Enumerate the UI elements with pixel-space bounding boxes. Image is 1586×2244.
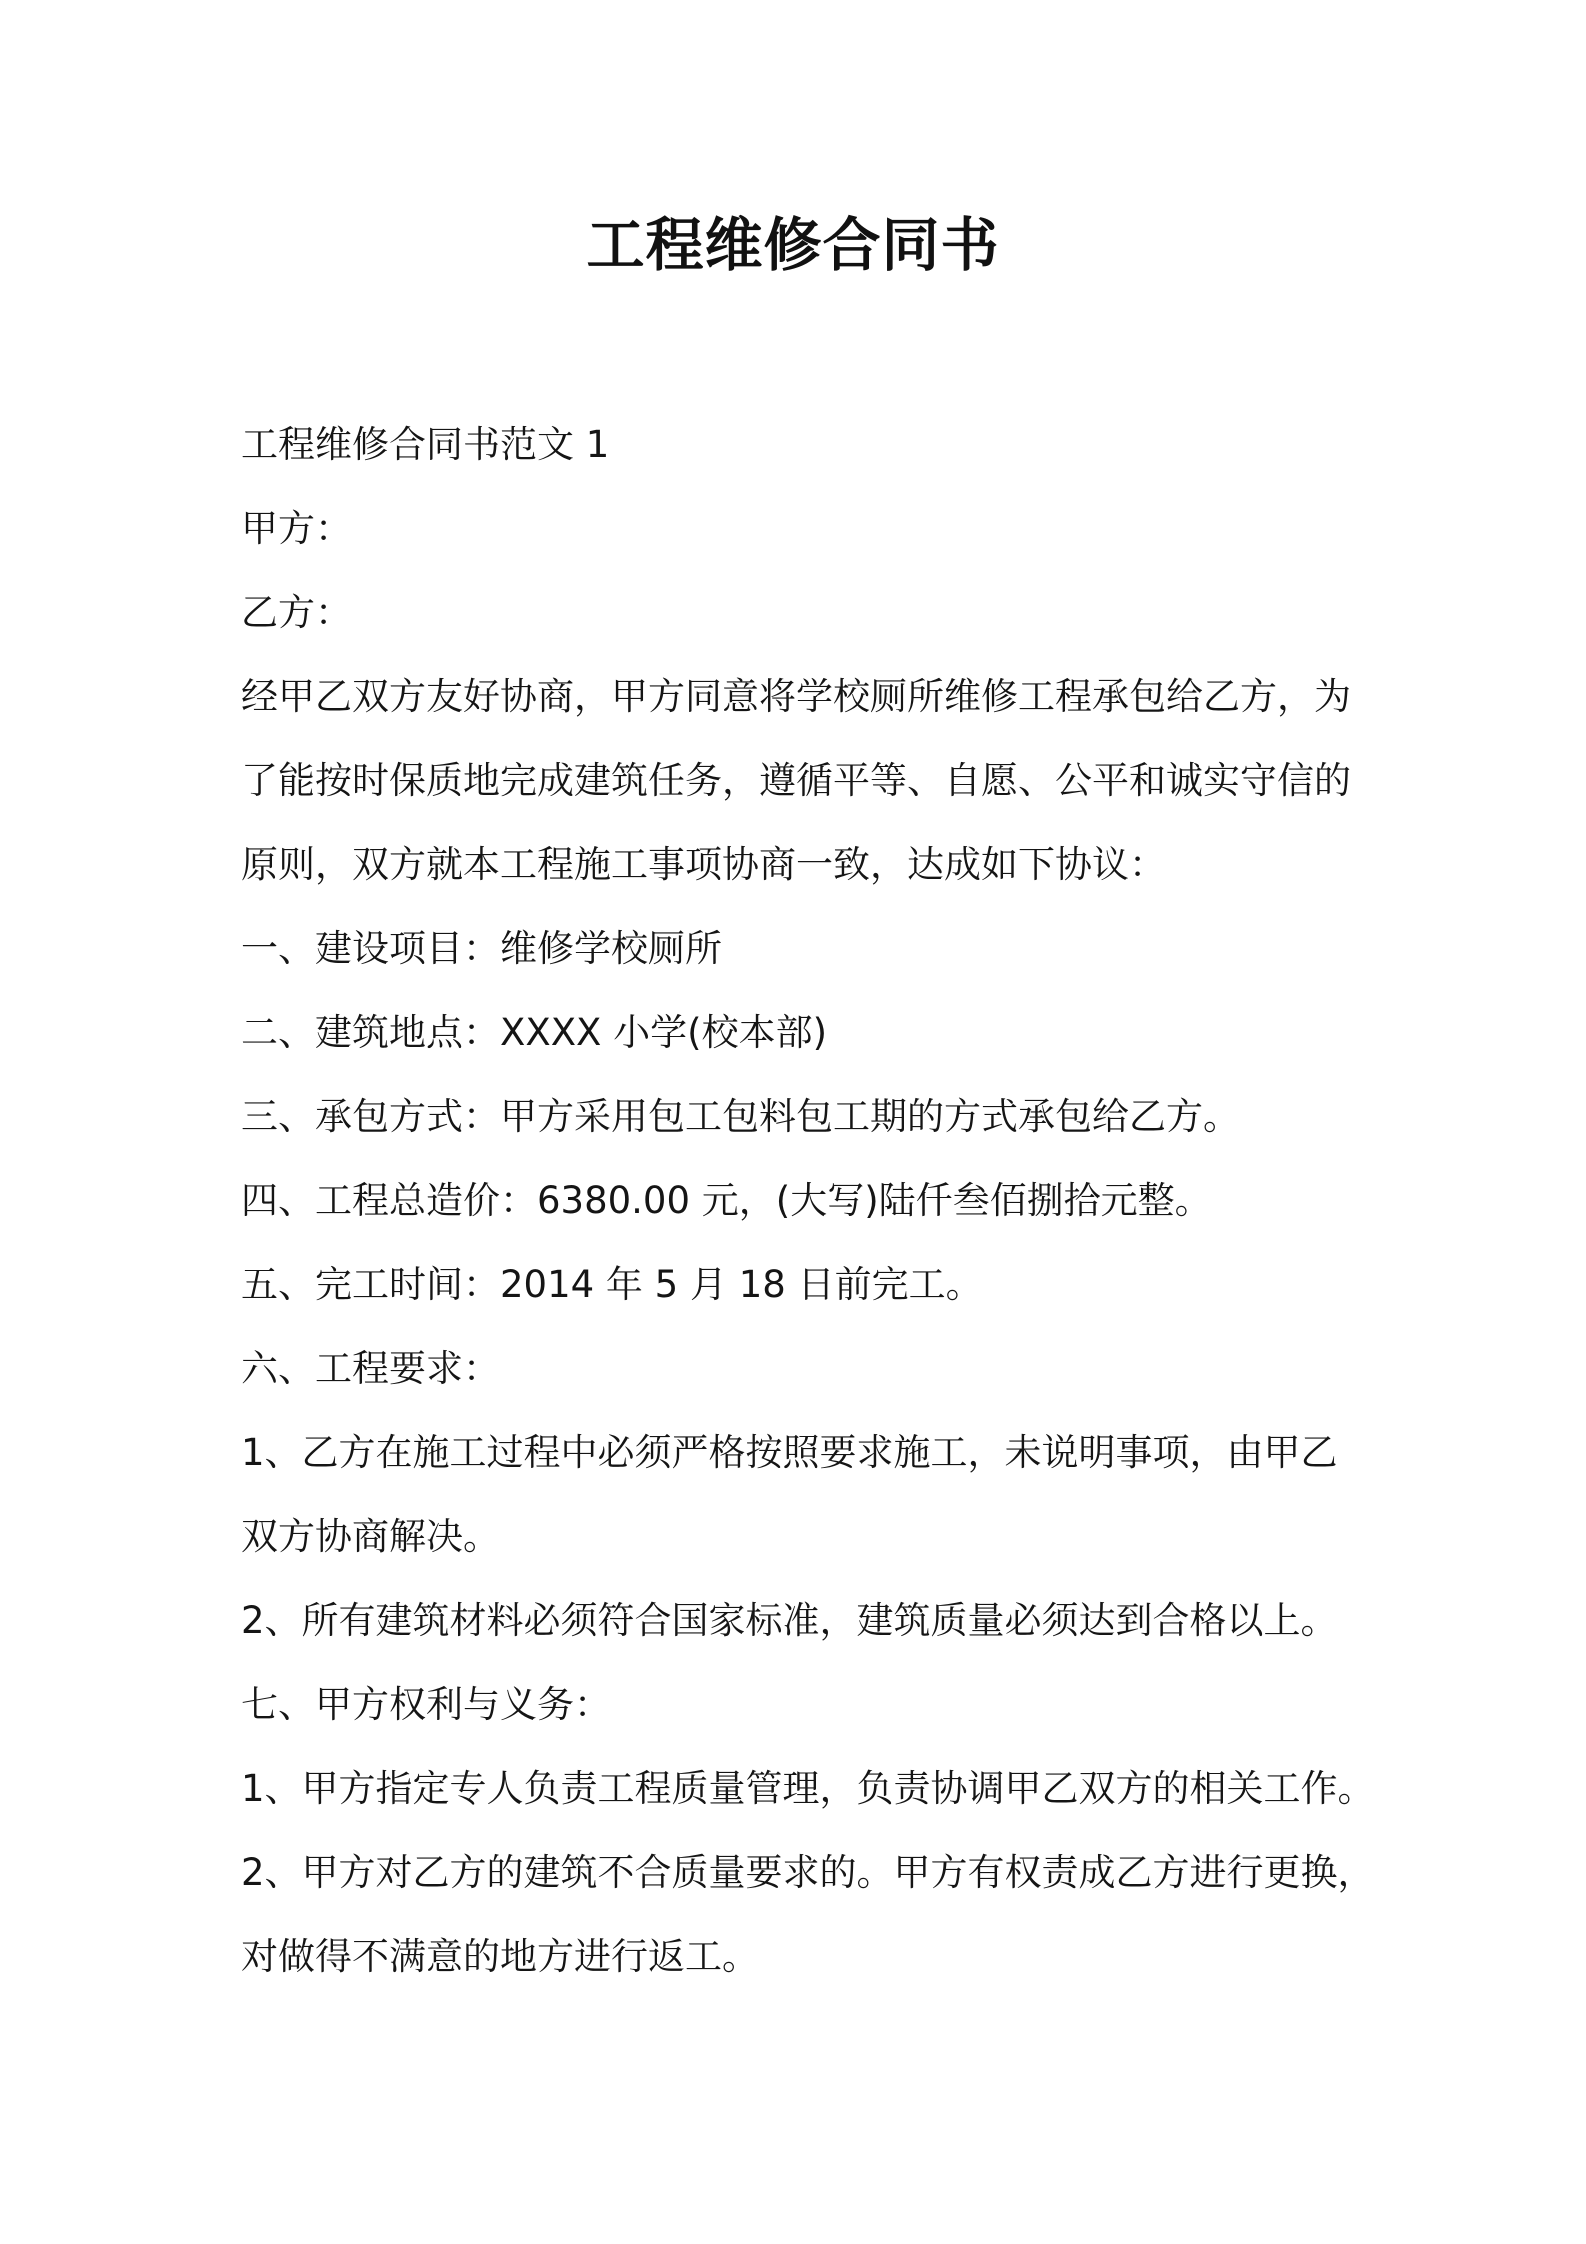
requirement-item: 1、乙方在施工过程中必须严格按照要求施工，未说明事项，由甲乙 — [241, 1431, 1338, 1474]
requirement-item: 2、所有建筑材料必须符合国家标准，建筑质量必须达到合格以上。 — [241, 1599, 1338, 1642]
preamble-line: 了能按时保质地完成建筑任务，遵循平等、自愿、公平和诚实守信的 — [241, 759, 1351, 802]
party-a-right-item: 1、甲方指定专人负责工程质量管理，负责协调甲乙双方的相关工作。 — [241, 1767, 1375, 1810]
clause-total-cost: 四、工程总造价：6380.00 元，(大写)陆仟叁佰捌拾元整。 — [241, 1179, 1212, 1222]
section-heading: 工程维修合同书范文 1 — [241, 423, 610, 466]
preamble-line: 经甲乙双方友好协商，甲方同意将学校厕所维修工程承包给乙方，为 — [241, 675, 1351, 718]
clause-contract-method: 三、承包方式：甲方采用包工包料包工期的方式承包给乙方。 — [241, 1095, 1240, 1138]
clause-location: 二、建筑地点：XXXX 小学(校本部) — [241, 1011, 828, 1054]
document-title: 工程维修合同书 — [586, 211, 1000, 279]
document-body — [241, 403, 1375, 1999]
clause-project: 一、建设项目：维修学校厕所 — [241, 927, 722, 970]
clause-completion-time: 五、完工时间：2014 年 5 月 18 日前完工。 — [241, 1263, 983, 1306]
party-a-right-item: 2、甲方对乙方的建筑不合质量要求的。甲方有权责成乙方进行更换， — [241, 1851, 1375, 1894]
requirement-item-continued: 双方协商解决。 — [241, 1515, 500, 1558]
clause-party-a-rights-heading: 七、甲方权利与义务： — [241, 1683, 611, 1726]
clause-requirements-heading: 六、工程要求： — [241, 1347, 500, 1390]
party-a-right-item-continued: 对做得不满意的地方进行返工。 — [241, 1935, 759, 1978]
preamble-line: 原则，双方就本工程施工事项协商一致，达成如下协议： — [241, 843, 1166, 886]
party-b-line: 乙方： — [241, 591, 352, 634]
party-a-line: 甲方： — [241, 507, 352, 550]
